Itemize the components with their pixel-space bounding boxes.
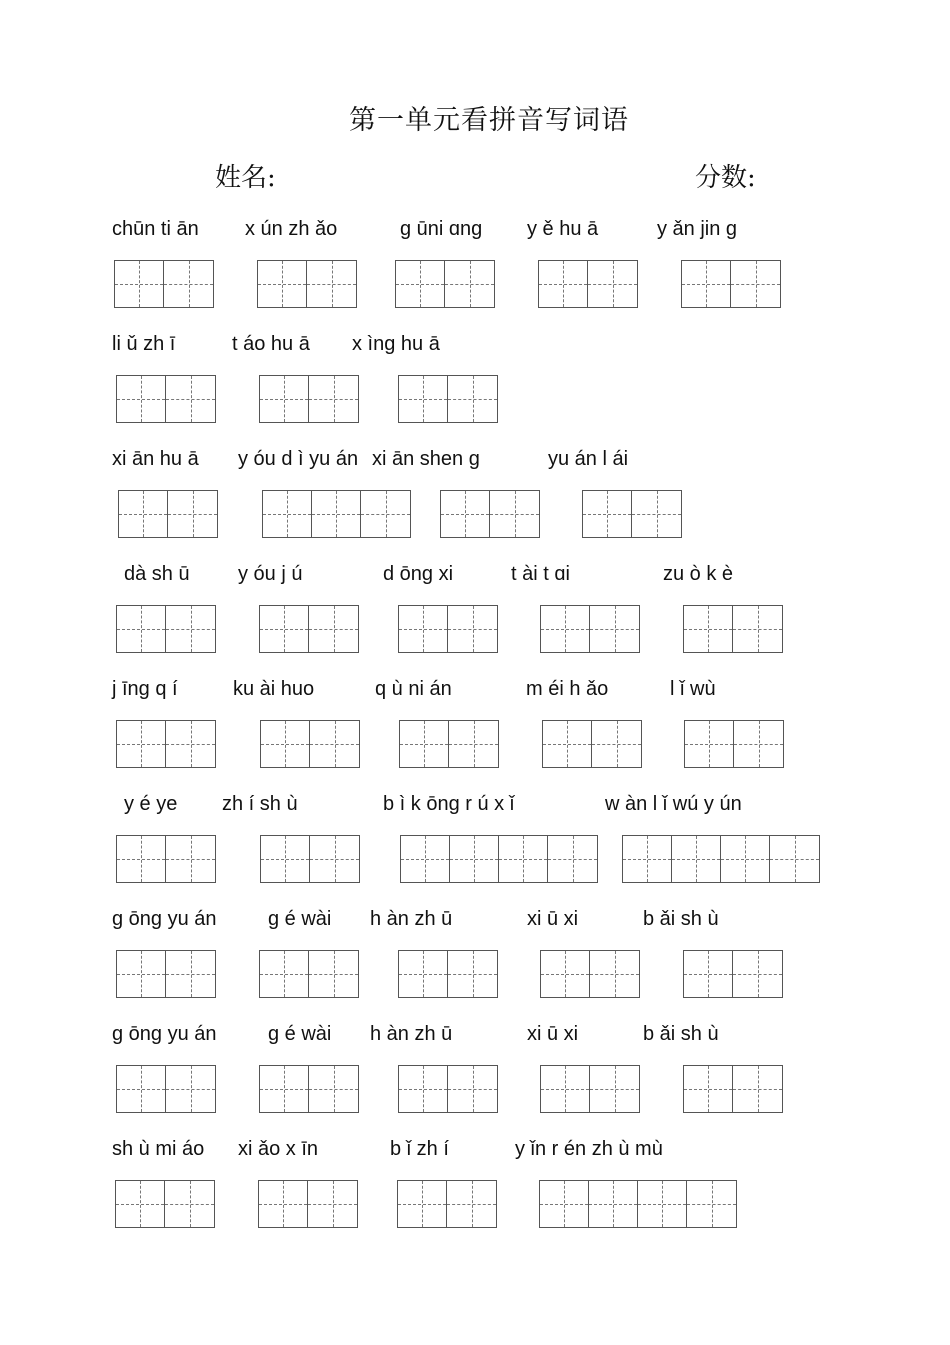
character-grid-cell[interactable] — [448, 1066, 497, 1112]
character-grid-cell[interactable] — [583, 491, 632, 537]
character-grid-cell[interactable] — [588, 261, 637, 307]
character-grid-cell[interactable] — [448, 951, 497, 997]
character-grid-cell[interactable] — [684, 606, 733, 652]
pinyin-text: b ǐ zh í — [390, 1138, 449, 1160]
pinyin-row — [0, 218, 950, 248]
character-grid-cell[interactable] — [399, 606, 448, 652]
pinyin-text: h àn zh ū — [370, 1023, 453, 1045]
character-grid-cell[interactable] — [682, 261, 731, 307]
character-grid-cell[interactable] — [398, 1181, 447, 1227]
word-writing-box[interactable] — [683, 950, 783, 998]
character-grid-cell[interactable] — [733, 606, 782, 652]
word-writing-box[interactable] — [540, 1065, 640, 1113]
word-writing-box[interactable] — [259, 605, 359, 653]
word-writing-box[interactable] — [540, 950, 640, 998]
character-grid-cell[interactable] — [117, 1066, 166, 1112]
character-grid-cell[interactable] — [308, 1181, 357, 1227]
character-grid-cell[interactable] — [540, 1181, 589, 1227]
character-grid-cell[interactable] — [309, 606, 358, 652]
word-writing-box[interactable] — [398, 605, 498, 653]
character-grid-cell[interactable] — [399, 1066, 448, 1112]
pinyin-text: j īng q í — [112, 678, 178, 700]
pinyin-text: xi ǎo x īn — [238, 1138, 319, 1160]
word-writing-box[interactable] — [259, 375, 359, 423]
pinyin-text: y ǎn jin g — [657, 218, 738, 240]
word-writing-box[interactable] — [539, 1180, 737, 1228]
pinyin-text: h àn zh ū — [370, 908, 453, 930]
pinyin-row — [0, 448, 950, 478]
word-writing-box[interactable] — [115, 1180, 215, 1228]
writing-box-row — [0, 720, 950, 772]
character-grid-cell[interactable] — [399, 951, 448, 997]
word-writing-box[interactable] — [683, 1065, 783, 1113]
pinyin-text: xi ū xi — [527, 908, 579, 930]
character-grid-cell[interactable] — [733, 1066, 782, 1112]
pinyin-text: x ún zh ǎo — [245, 218, 338, 240]
pinyin-text: g ōng yu án — [112, 908, 217, 930]
word-writing-box[interactable] — [538, 260, 638, 308]
pinyin-text: ku ài huo — [233, 678, 315, 700]
pinyin-text: zu ò k è — [663, 563, 734, 585]
character-grid-cell[interactable] — [399, 376, 448, 422]
character-grid-cell[interactable] — [684, 951, 733, 997]
pinyin-text: m éi h ǎo — [526, 678, 609, 700]
character-grid-cell[interactable] — [396, 261, 445, 307]
word-writing-box[interactable] — [116, 950, 216, 998]
pinyin-row — [0, 1138, 950, 1168]
word-writing-box[interactable] — [259, 1065, 359, 1113]
character-grid-cell[interactable] — [684, 1066, 733, 1112]
word-writing-box[interactable] — [540, 605, 640, 653]
character-grid-cell[interactable] — [361, 491, 410, 537]
pinyin-text: g ūni ɑng — [400, 218, 483, 240]
word-writing-box[interactable] — [116, 835, 216, 883]
character-grid-cell[interactable] — [309, 376, 358, 422]
character-grid-cell[interactable] — [401, 836, 450, 882]
pinyin-row — [0, 793, 950, 823]
word-writing-box[interactable] — [262, 490, 411, 538]
character-grid-cell[interactable] — [589, 1181, 638, 1227]
pinyin-row — [0, 563, 950, 593]
word-writing-box[interactable] — [259, 950, 359, 998]
character-grid-cell[interactable] — [590, 606, 639, 652]
pinyin-text: t áo hu ā — [232, 333, 310, 355]
pinyin-text: y é ye — [124, 793, 178, 815]
word-writing-box[interactable] — [114, 260, 214, 308]
character-grid-cell[interactable] — [258, 261, 307, 307]
character-grid-cell[interactable] — [166, 606, 215, 652]
character-grid-cell[interactable] — [447, 1181, 496, 1227]
word-writing-box[interactable] — [258, 1180, 358, 1228]
pinyin-row — [0, 333, 950, 363]
pinyin-row — [0, 678, 950, 708]
character-grid-cell[interactable] — [259, 1181, 308, 1227]
pinyin-text: b ǎi sh ù — [643, 908, 719, 930]
word-writing-box[interactable] — [542, 720, 642, 768]
name-label: 姓名: — [215, 163, 276, 193]
pinyin-text: li ǔ zh ī — [112, 333, 176, 355]
character-grid-cell[interactable] — [309, 951, 358, 997]
word-writing-box[interactable] — [399, 720, 499, 768]
word-writing-box[interactable] — [116, 375, 216, 423]
character-grid-cell[interactable] — [260, 951, 309, 997]
character-grid-cell[interactable] — [687, 1181, 736, 1227]
pinyin-text: w àn l ǐ wú y ún — [605, 793, 742, 815]
character-grid-cell[interactable] — [309, 1066, 358, 1112]
character-grid-cell[interactable] — [119, 491, 168, 537]
word-writing-box[interactable] — [257, 260, 357, 308]
character-grid-cell[interactable] — [734, 721, 783, 767]
character-grid-cell[interactable] — [166, 1066, 215, 1112]
word-writing-box[interactable] — [395, 260, 495, 308]
word-writing-box[interactable] — [681, 260, 781, 308]
character-grid-cell[interactable] — [117, 951, 166, 997]
character-grid-cell[interactable] — [164, 261, 213, 307]
pinyin-text: b ǎi sh ù — [643, 1023, 719, 1045]
character-grid-cell[interactable] — [117, 836, 166, 882]
pinyin-text: y ě hu ā — [527, 218, 599, 240]
pinyin-text: chūn ti ān — [112, 218, 199, 240]
character-grid-cell[interactable] — [260, 376, 309, 422]
character-grid-cell[interactable] — [548, 836, 597, 882]
writing-box-row — [0, 1065, 950, 1117]
character-grid-cell[interactable] — [168, 491, 217, 537]
pinyin-text: yu án l ái — [548, 448, 629, 470]
pinyin-text: xi ān hu ā — [112, 448, 199, 470]
word-writing-box[interactable] — [260, 835, 360, 883]
pinyin-text: g é wài — [268, 908, 332, 930]
word-writing-box[interactable] — [397, 1180, 497, 1228]
character-grid-cell[interactable] — [499, 836, 548, 882]
pinyin-text: x ìng hu ā — [352, 333, 440, 355]
character-grid-cell[interactable] — [448, 376, 497, 422]
character-grid-cell[interactable] — [638, 1181, 687, 1227]
character-grid-cell[interactable] — [260, 606, 309, 652]
word-writing-box[interactable] — [118, 490, 218, 538]
word-writing-box[interactable] — [400, 835, 598, 883]
character-grid-cell[interactable] — [623, 836, 672, 882]
pinyin-text: y ǐn r én zh ù mù — [515, 1138, 663, 1160]
pinyin-text: y óu d ì yu án — [238, 448, 359, 470]
character-grid-cell[interactable] — [261, 836, 310, 882]
writing-box-row — [0, 1180, 950, 1232]
pinyin-text: l ǐ wù — [670, 678, 716, 700]
pinyin-row — [0, 1023, 950, 1053]
character-grid-cell[interactable] — [166, 836, 215, 882]
character-grid-cell[interactable] — [116, 1181, 165, 1227]
character-grid-cell[interactable] — [166, 721, 215, 767]
pinyin-text: dà sh ū — [124, 563, 190, 585]
character-grid-cell[interactable] — [400, 721, 449, 767]
writing-box-row — [0, 605, 950, 657]
character-grid-cell[interactable] — [115, 261, 164, 307]
character-grid-cell[interactable] — [310, 836, 359, 882]
character-grid-cell[interactable] — [541, 951, 590, 997]
character-grid-cell[interactable] — [117, 606, 166, 652]
character-grid-cell[interactable] — [312, 491, 361, 537]
word-writing-box[interactable] — [683, 605, 783, 653]
character-grid-cell[interactable] — [592, 721, 641, 767]
character-grid-cell[interactable] — [770, 836, 819, 882]
pinyin-text: g ōng yu án — [112, 1023, 217, 1045]
word-writing-box[interactable] — [398, 375, 498, 423]
pinyin-text: xi ū xi — [527, 1023, 579, 1045]
character-grid-cell[interactable] — [166, 951, 215, 997]
word-writing-box[interactable] — [622, 835, 820, 883]
writing-box-row — [0, 490, 950, 542]
writing-box-row — [0, 375, 950, 427]
character-grid-cell[interactable] — [590, 951, 639, 997]
character-grid-cell[interactable] — [441, 491, 490, 537]
character-grid-cell[interactable] — [307, 261, 356, 307]
writing-box-row — [0, 835, 950, 887]
character-grid-cell[interactable] — [731, 261, 780, 307]
character-grid-cell[interactable] — [117, 721, 166, 767]
word-writing-box[interactable] — [398, 1065, 498, 1113]
pinyin-text: d ōng xi — [383, 563, 454, 585]
character-grid-cell[interactable] — [490, 491, 539, 537]
character-grid-cell[interactable] — [166, 376, 215, 422]
character-grid-cell[interactable] — [165, 1181, 214, 1227]
pinyin-text: zh í sh ù — [222, 793, 298, 815]
character-grid-cell[interactable] — [448, 606, 497, 652]
character-grid-cell[interactable] — [261, 721, 310, 767]
character-grid-cell[interactable] — [685, 721, 734, 767]
word-writing-box[interactable] — [684, 720, 784, 768]
character-grid-cell[interactable] — [539, 261, 588, 307]
character-grid-cell[interactable] — [541, 1066, 590, 1112]
score-label: 分数: — [695, 163, 756, 193]
character-grid-cell[interactable] — [590, 1066, 639, 1112]
word-writing-box[interactable] — [116, 720, 216, 768]
character-grid-cell[interactable] — [632, 491, 681, 537]
character-grid-cell[interactable] — [117, 376, 166, 422]
pinyin-text: b ì k ōng r ú x ǐ — [383, 793, 515, 815]
word-writing-box[interactable] — [116, 1065, 216, 1113]
character-grid-cell[interactable] — [543, 721, 592, 767]
word-writing-box[interactable] — [440, 490, 540, 538]
character-grid-cell[interactable] — [260, 1066, 309, 1112]
character-grid-cell[interactable] — [672, 836, 721, 882]
word-writing-box[interactable] — [398, 950, 498, 998]
character-grid-cell[interactable] — [541, 606, 590, 652]
writing-box-row — [0, 950, 950, 1002]
pinyin-text: y óu j ú — [238, 563, 303, 585]
word-writing-box[interactable] — [260, 720, 360, 768]
character-grid-cell[interactable] — [310, 721, 359, 767]
pinyin-text: g é wài — [268, 1023, 332, 1045]
character-grid-cell[interactable] — [449, 721, 498, 767]
word-writing-box[interactable] — [582, 490, 682, 538]
pinyin-row — [0, 908, 950, 938]
pinyin-text: sh ù mi áo — [112, 1138, 205, 1160]
pinyin-text: xi ān shen g — [372, 448, 480, 470]
word-writing-box[interactable] — [116, 605, 216, 653]
character-grid-cell[interactable] — [721, 836, 770, 882]
pinyin-text: q ù ni án — [375, 678, 452, 700]
character-grid-cell[interactable] — [733, 951, 782, 997]
character-grid-cell[interactable] — [263, 491, 312, 537]
character-grid-cell[interactable] — [450, 836, 499, 882]
character-grid-cell[interactable] — [445, 261, 494, 307]
page-title: 第一单元看拼音写词语 — [349, 105, 629, 136]
pinyin-text: t ài t ɑi — [511, 563, 570, 585]
writing-box-row — [0, 260, 950, 312]
